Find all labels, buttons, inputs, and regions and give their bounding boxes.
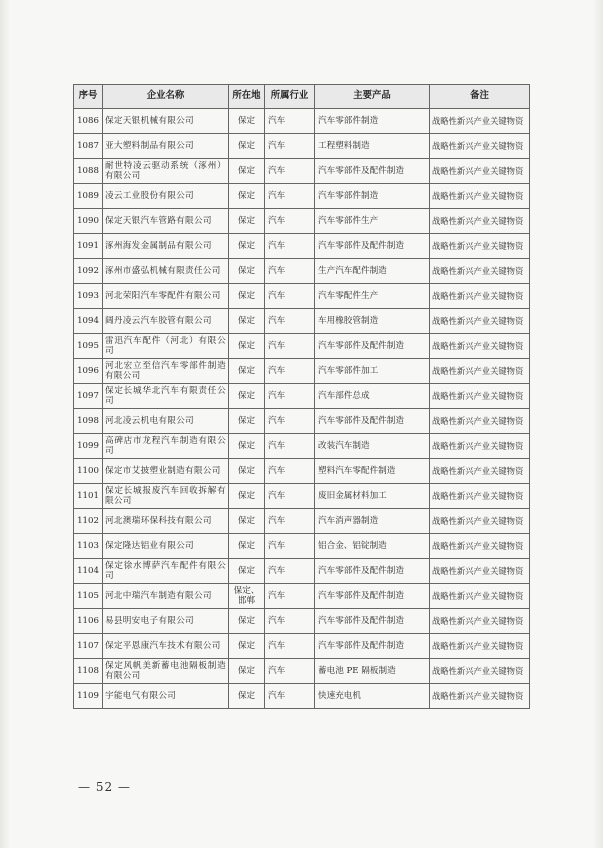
table-row — [74, 659, 530, 684]
cell-product: 车用橡胶管制造 — [315, 309, 430, 334]
cell-location: 保定 — [229, 534, 265, 559]
cell-note: 战略性新兴产业关键物资 — [430, 184, 530, 209]
table-row — [74, 259, 530, 284]
cell-company-name: 涿州海发金属制品有限公司 — [103, 234, 229, 259]
cell-industry: 汽车 — [265, 259, 315, 284]
cell-location: 保定 — [229, 309, 265, 334]
cell-company-name: 亚大塑料制品有限公司 — [103, 134, 229, 159]
header-note: 备注 — [430, 85, 530, 109]
cell-product: 铝合金、铝锭制造 — [315, 534, 430, 559]
cell-location: 保定 — [229, 159, 265, 184]
cell-note: 战略性新兴产业关键物资 — [430, 534, 530, 559]
cell-note: 战略性新兴产业关键物资 — [430, 159, 530, 184]
cell-product: 废旧金属材料加工 — [315, 484, 430, 509]
cell-num: 1103 — [74, 534, 103, 559]
cell-location: 保定 — [229, 259, 265, 284]
cell-product: 汽车零部件及配件制造 — [315, 634, 430, 659]
cell-company-name: 保定平恩康汽车技术有限公司 — [103, 634, 229, 659]
cell-note: 战略性新兴产业关键物资 — [430, 459, 530, 484]
table-row — [74, 109, 530, 134]
cell-product: 汽车部件总成 — [315, 384, 430, 409]
table-row — [74, 284, 530, 309]
cell-location: 保定 — [229, 509, 265, 534]
cell-product: 汽车消声器制造 — [315, 509, 430, 534]
cell-product: 汽车零部件及配件制造 — [315, 559, 430, 584]
cell-industry: 汽车 — [265, 509, 315, 534]
cell-location: 保定 — [229, 384, 265, 409]
table-row — [74, 159, 530, 184]
cell-company-name: 耐世特凌云驱动系统（涿州）有限公司 — [103, 159, 229, 184]
cell-company-name: 涿州市盛弘机械有限责任公司 — [103, 259, 229, 284]
cell-location: 保定 — [229, 334, 265, 359]
cell-note: 战略性新兴产业关键物资 — [430, 359, 530, 384]
cell-product: 汽车零部件及配件制造 — [315, 334, 430, 359]
cell-product: 汽车零配件生产 — [315, 284, 430, 309]
cell-location: 保定 — [229, 459, 265, 484]
table-row — [74, 209, 530, 234]
cell-num: 1088 — [74, 159, 103, 184]
cell-note: 战略性新兴产业关键物资 — [430, 684, 530, 709]
cell-num: 1108 — [74, 659, 103, 684]
table-row — [74, 134, 530, 159]
cell-note: 战略性新兴产业关键物资 — [430, 109, 530, 134]
cell-product: 快速充电机 — [315, 684, 430, 709]
cell-product: 汽车零部件及配件制造 — [315, 234, 430, 259]
cell-location: 保定 — [229, 609, 265, 634]
cell-note: 战略性新兴产业关键物资 — [430, 634, 530, 659]
cell-product: 改装汽车制造 — [315, 434, 430, 459]
cell-company-name: 保定隆达铝业有限公司 — [103, 534, 229, 559]
cell-num: 1089 — [74, 184, 103, 209]
table-row — [74, 309, 530, 334]
cell-num: 1098 — [74, 409, 103, 434]
cell-note: 战略性新兴产业关键物资 — [430, 309, 530, 334]
cell-num: 1092 — [74, 259, 103, 284]
cell-note: 战略性新兴产业关键物资 — [430, 234, 530, 259]
cell-company-name: 易县明安电子有限公司 — [103, 609, 229, 634]
cell-product: 汽车零部件制造 — [315, 109, 430, 134]
cell-num: 1107 — [74, 634, 103, 659]
cell-location: 保定 — [229, 209, 265, 234]
table-row — [74, 384, 530, 409]
table-row — [74, 409, 530, 434]
cell-num: 1097 — [74, 384, 103, 409]
cell-industry: 汽车 — [265, 234, 315, 259]
cell-company-name: 高碑店市龙程汽车制造有限公司 — [103, 434, 229, 459]
cell-product: 汽车零部件及配件制造 — [315, 584, 430, 609]
cell-location: 保定 — [229, 659, 265, 684]
cell-industry: 汽车 — [265, 134, 315, 159]
cell-industry: 汽车 — [265, 284, 315, 309]
header-product: 主要产品 — [315, 85, 430, 109]
cell-company-name: 雷迅汽车配件（河北）有限公司 — [103, 334, 229, 359]
enterprise-table-container — [73, 84, 529, 709]
cell-company-name: 保定天银机械有限公司 — [103, 109, 229, 134]
cell-num: 1100 — [74, 459, 103, 484]
cell-product: 塑料汽车零配件制造 — [315, 459, 430, 484]
cell-num: 1096 — [74, 359, 103, 384]
cell-note: 战略性新兴产业关键物资 — [430, 134, 530, 159]
cell-location: 保定 — [229, 184, 265, 209]
cell-note: 战略性新兴产业关键物资 — [430, 434, 530, 459]
cell-industry: 汽车 — [265, 559, 315, 584]
cell-note: 战略性新兴产业关键物资 — [430, 409, 530, 434]
cell-num: 1087 — [74, 134, 103, 159]
cell-company-name: 宇能电气有限公司 — [103, 684, 229, 709]
cell-product: 工程塑料制造 — [315, 134, 430, 159]
cell-industry: 汽车 — [265, 184, 315, 209]
cell-company-name: 保定风帆美新蓄电池隔板制造有限公司 — [103, 659, 229, 684]
cell-company-name: 河北凌云机电有限公司 — [103, 409, 229, 434]
cell-note: 战略性新兴产业关键物资 — [430, 609, 530, 634]
header-industry: 所属行业 — [265, 85, 315, 109]
cell-location: 保定 — [229, 409, 265, 434]
cell-company-name: 保定徐水博萨汽车配件有限公司 — [103, 559, 229, 584]
cell-note: 战略性新兴产业关键物资 — [430, 584, 530, 609]
cell-product: 汽车零部件及配件制造 — [315, 609, 430, 634]
cell-note: 战略性新兴产业关键物资 — [430, 284, 530, 309]
cell-company-name: 河北澳瑞环保科技有限公司 — [103, 509, 229, 534]
cell-num: 1105 — [74, 584, 103, 609]
table-row — [74, 534, 530, 559]
cell-industry: 汽车 — [265, 434, 315, 459]
cell-product: 汽车零部件及配件制造 — [315, 159, 430, 184]
cell-location: 保定 — [229, 434, 265, 459]
cell-company-name: 保定长城华北汽车有限责任公司 — [103, 384, 229, 409]
cell-industry: 汽车 — [265, 384, 315, 409]
cell-industry: 汽车 — [265, 484, 315, 509]
table-row — [74, 684, 530, 709]
table-row — [74, 334, 530, 359]
cell-industry: 汽车 — [265, 359, 315, 384]
cell-num: 1109 — [74, 684, 103, 709]
cell-num: 1104 — [74, 559, 103, 584]
table-row — [74, 509, 530, 534]
table-body — [74, 109, 530, 709]
cell-company-name: 河北宏立至信汽车零部件制造有限公司 — [103, 359, 229, 384]
cell-location: 保定 — [229, 634, 265, 659]
cell-industry: 汽车 — [265, 109, 315, 134]
cell-company-name: 凌云工业股份有限公司 — [103, 184, 229, 209]
cell-location: 保定 — [229, 109, 265, 134]
cell-num: 1093 — [74, 284, 103, 309]
header-location: 所在地 — [229, 85, 265, 109]
enterprise-table — [73, 84, 530, 709]
table-row — [74, 634, 530, 659]
table-row — [74, 609, 530, 634]
table-row — [74, 434, 530, 459]
cell-num: 1094 — [74, 309, 103, 334]
cell-note: 战略性新兴产业关键物资 — [430, 334, 530, 359]
cell-note: 战略性新兴产业关键物资 — [430, 484, 530, 509]
cell-industry: 汽车 — [265, 309, 315, 334]
cell-industry: 汽车 — [265, 459, 315, 484]
cell-num: 1102 — [74, 509, 103, 534]
cell-note: 战略性新兴产业关键物资 — [430, 384, 530, 409]
table-row — [74, 234, 530, 259]
cell-product: 汽车零部件制造 — [315, 184, 430, 209]
table-header-row — [74, 85, 530, 109]
cell-note: 战略性新兴产业关键物资 — [430, 559, 530, 584]
table-row — [74, 359, 530, 384]
cell-product: 蓄电池 PE 隔板制造 — [315, 659, 430, 684]
cell-num: 1101 — [74, 484, 103, 509]
cell-company-name: 阔丹凌云汽车胶管有限公司 — [103, 309, 229, 334]
cell-num: 1099 — [74, 434, 103, 459]
cell-location: 保定 — [229, 684, 265, 709]
cell-industry: 汽车 — [265, 534, 315, 559]
cell-location: 保定 — [229, 234, 265, 259]
cell-location: 保定 — [229, 359, 265, 384]
page-number: — 52 — — [78, 780, 131, 794]
cell-location: 保定 — [229, 559, 265, 584]
cell-company-name: 保定天银汽车管路有限公司 — [103, 209, 229, 234]
cell-industry: 汽车 — [265, 634, 315, 659]
cell-industry: 汽车 — [265, 584, 315, 609]
table-row — [74, 484, 530, 509]
cell-industry: 汽车 — [265, 209, 315, 234]
cell-industry: 汽车 — [265, 334, 315, 359]
header-num: 序号 — [74, 85, 103, 109]
cell-note: 战略性新兴产业关键物资 — [430, 659, 530, 684]
cell-company-name: 保定长城报废汽车回收拆解有限公司 — [103, 484, 229, 509]
table-row — [74, 584, 530, 609]
cell-location: 保定 — [229, 484, 265, 509]
cell-company-name: 河北中瑞汽车制造有限公司 — [103, 584, 229, 609]
cell-location: 保定 — [229, 284, 265, 309]
cell-num: 1086 — [74, 109, 103, 134]
cell-product: 汽车零部件及配件制造 — [315, 409, 430, 434]
cell-product: 汽车零部件加工 — [315, 359, 430, 384]
cell-num: 1091 — [74, 234, 103, 259]
cell-num: 1095 — [74, 334, 103, 359]
table-row — [74, 559, 530, 584]
table-row — [74, 184, 530, 209]
table-row — [74, 459, 530, 484]
cell-industry: 汽车 — [265, 409, 315, 434]
cell-industry: 汽车 — [265, 159, 315, 184]
cell-product: 生产汽车配件制造 — [315, 259, 430, 284]
cell-industry: 汽车 — [265, 659, 315, 684]
cell-note: 战略性新兴产业关键物资 — [430, 259, 530, 284]
cell-industry: 汽车 — [265, 684, 315, 709]
cell-location: 保定 — [229, 134, 265, 159]
cell-product: 汽车零部件生产 — [315, 209, 430, 234]
cell-industry: 汽车 — [265, 609, 315, 634]
cell-note: 战略性新兴产业关键物资 — [430, 509, 530, 534]
cell-note: 战略性新兴产业关键物资 — [430, 209, 530, 234]
cell-num: 1106 — [74, 609, 103, 634]
cell-location: 保定、邯郸 — [229, 584, 265, 609]
header-name: 企业名称 — [103, 85, 229, 109]
cell-company-name: 河北荣阳汽车零配件有限公司 — [103, 284, 229, 309]
cell-company-name: 保定市艾披塑业制造有限公司 — [103, 459, 229, 484]
cell-num: 1090 — [74, 209, 103, 234]
